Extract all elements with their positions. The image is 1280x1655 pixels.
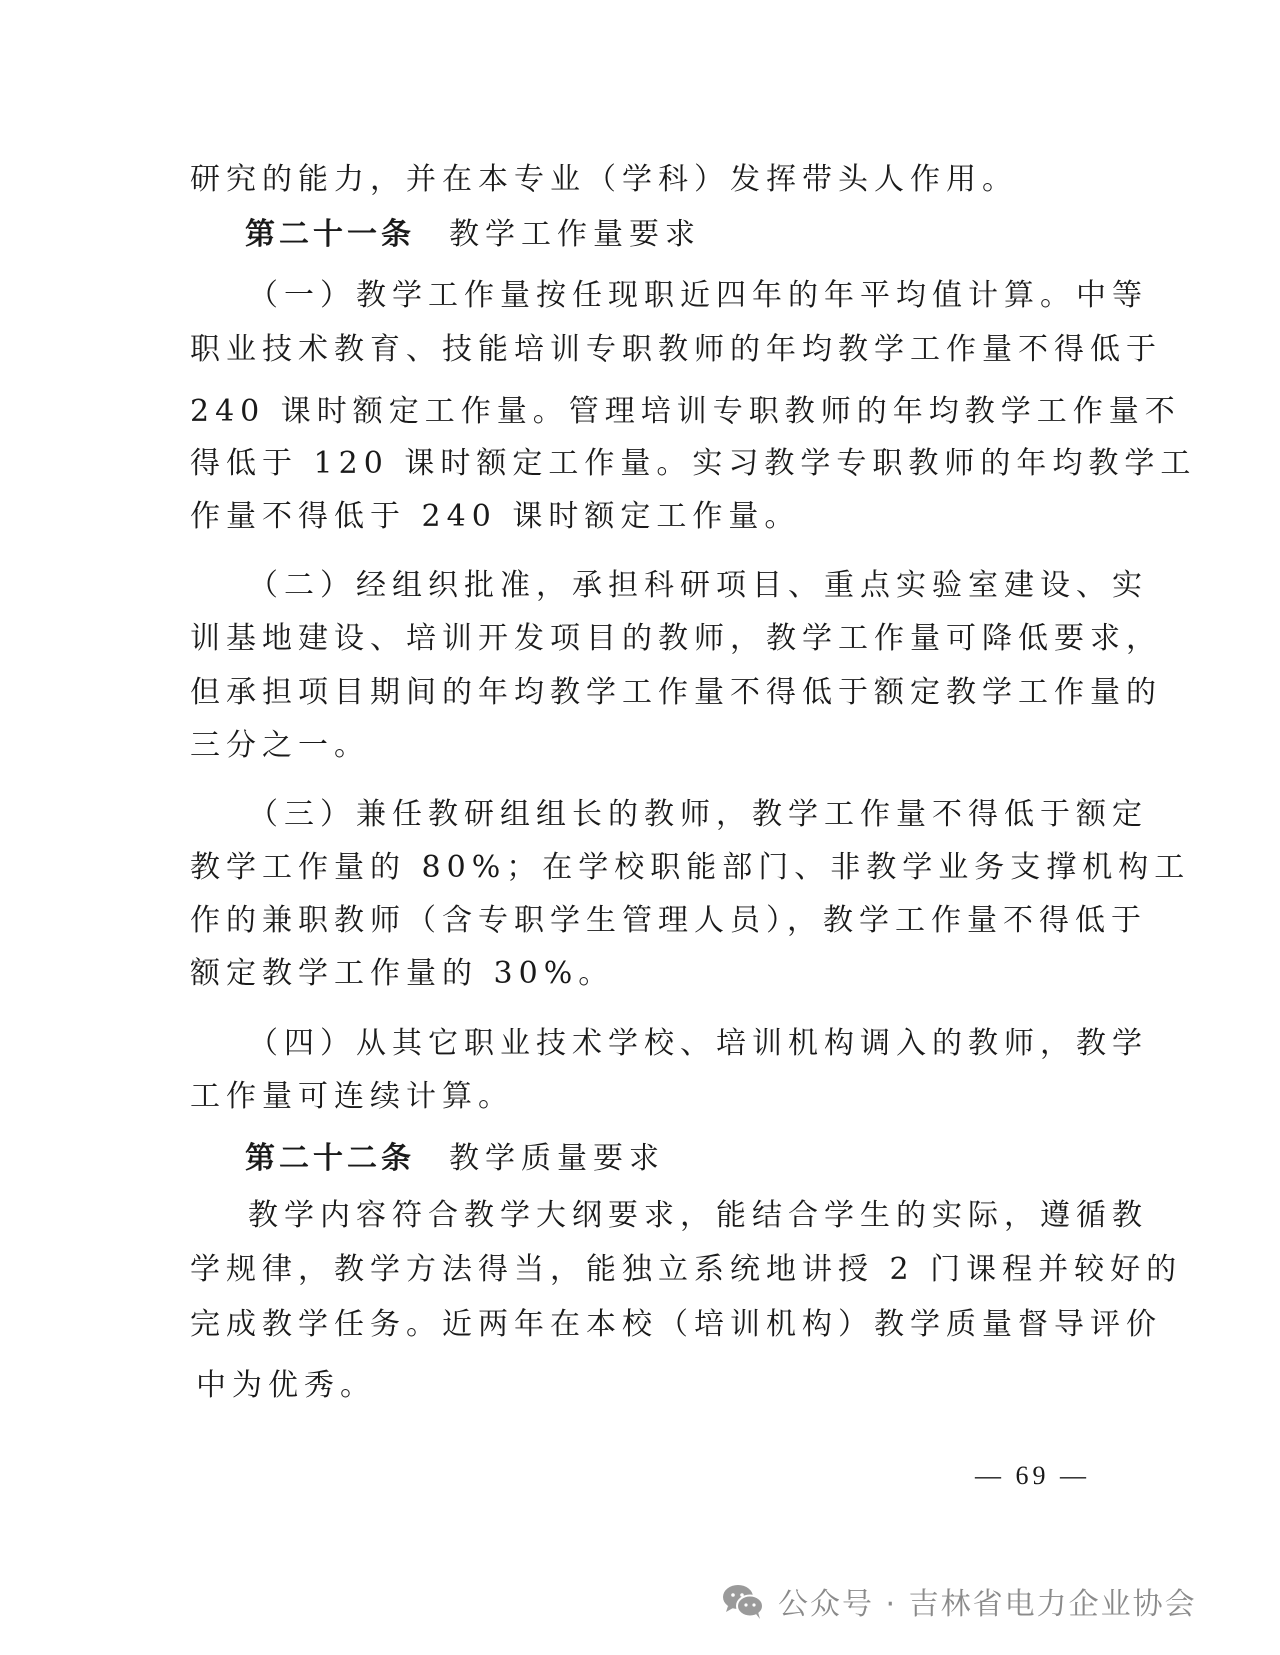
wechat-icon	[720, 1581, 766, 1621]
paragraph-line: 额定教学工作量的 30%。	[190, 956, 615, 991]
paragraph-line: 240 课时额定工作量。管理培训专职教师的年均教学工作量不	[190, 394, 1181, 429]
paragraph-line: （三）兼任教研组组长的教师，教学工作量不得低于额定	[248, 797, 1148, 832]
article-number: 第二十二条	[245, 1141, 415, 1176]
paragraph-line: 教学工作量的 80%；在学校职能部门、非教学业务支撑机构工	[190, 850, 1191, 885]
body-line: 研究的能力，并在本专业（学科）发挥带头人作用。	[190, 162, 1018, 197]
watermark-text: 公众号 · 吉林省电力企业协会	[778, 1587, 1197, 1622]
article-heading	[245, 1139, 1145, 1179]
article-heading	[245, 215, 1145, 255]
paragraph-line: 三分之一。	[190, 728, 370, 763]
page-number: — 69 —	[975, 1461, 1090, 1490]
article-number: 第二十一条	[245, 217, 415, 252]
paragraph-line: 中为优秀。	[196, 1368, 376, 1403]
paragraph-line: 职业技术教育、技能培训专职教师的年均教学工作量不得低于	[190, 332, 1162, 367]
paragraph-line: 但承担项目期间的年均教学工作量不得低于额定教学工作量的	[190, 675, 1162, 710]
paragraph-line: 教学内容符合教学大纲要求，能结合学生的实际，遵循教	[248, 1198, 1148, 1233]
watermark	[720, 1578, 1197, 1624]
paragraph-line: 得低于 120 课时额定工作量。实习教学专职教师的年均教学工	[190, 446, 1197, 481]
paragraph-line: 完成教学任务。近两年在本校（培训机构）教学质量督导评价	[190, 1307, 1162, 1342]
paragraph-line: 学规律，教学方法得当，能独立系统地讲授 2 门课程并较好的	[190, 1252, 1183, 1287]
paragraph-line: （二）经组织批准，承担科研项目、重点实验室建设、实	[248, 568, 1148, 603]
paragraph-line: （一）教学工作量按任现职近四年的年平均值计算。中等	[248, 278, 1148, 313]
paragraph-line: （四）从其它职业技术学校、培训机构调入的教师，教学	[248, 1026, 1148, 1061]
paragraph-line: 作的兼职教师（含专职学生管理人员），教学工作量不得低于	[190, 903, 1147, 938]
article-title: 教学质量要求	[449, 1141, 665, 1176]
article-title: 教学工作量要求	[449, 217, 701, 252]
paragraph-line: 工作量可连续计算。	[190, 1079, 514, 1114]
paragraph-line: 训基地建设、培训开发项目的教师，教学工作量可降低要求，	[190, 621, 1162, 656]
paragraph-line: 作量不得低于 240 课时额定工作量。	[190, 499, 801, 534]
